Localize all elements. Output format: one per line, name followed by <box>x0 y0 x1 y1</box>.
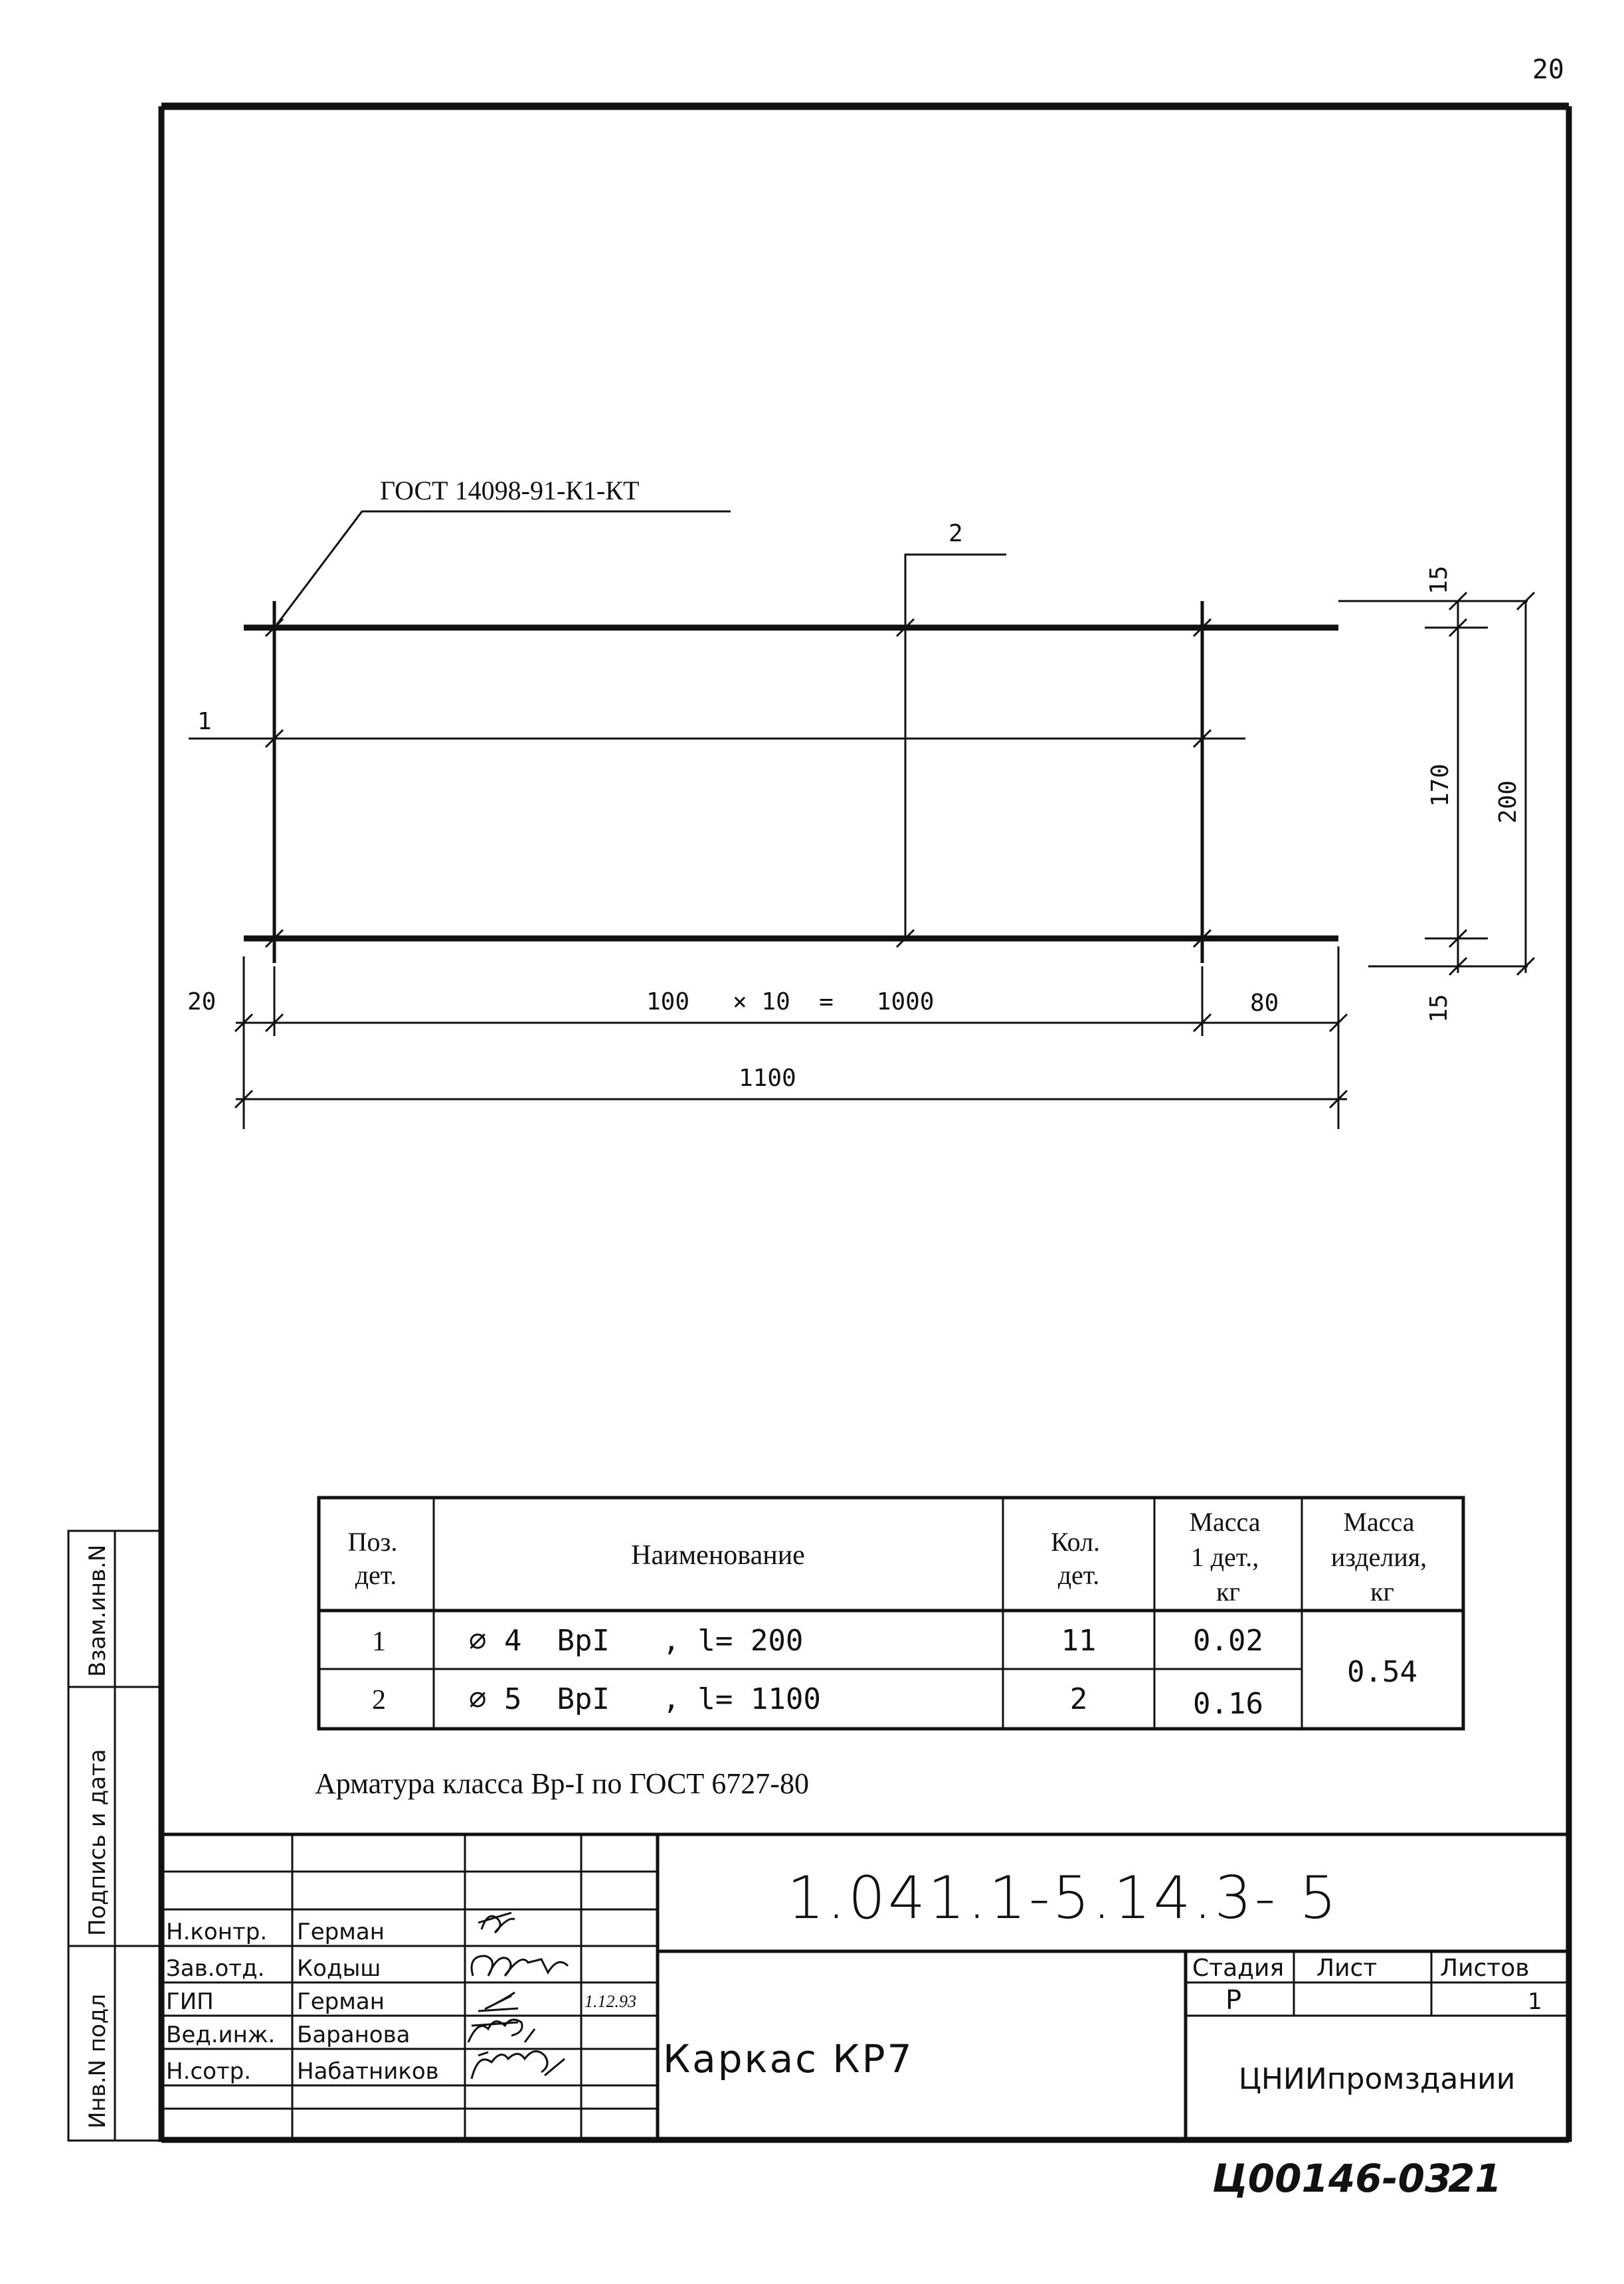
signer-role: Н.контр. <box>166 1919 268 1945</box>
dimension-top: 15 <box>1425 565 1453 594</box>
header-pos: Поз. дет. <box>347 1527 398 1590</box>
row-qty: 11 <box>1061 1624 1097 1658</box>
reinforcement-note: Арматура класса Вр-I по ГОСТ 6727-80 <box>315 1767 809 1800</box>
reinforcement-cage-drawing <box>187 476 1534 1129</box>
signer-role: Н.сотр. <box>166 2058 252 2085</box>
signer-row <box>166 1988 636 2015</box>
dimension-spacing: 100 × 10 = 1000 <box>646 988 935 1015</box>
signer-row <box>166 1919 385 1945</box>
position-1-callout: 1 <box>197 708 212 735</box>
signer-name: Баранова <box>297 2022 410 2048</box>
position-2-callout: 2 <box>948 520 963 547</box>
signer-date: 1.12.93 <box>585 1992 636 2011</box>
dimension-left: 20 <box>187 988 217 1015</box>
row-mass: 0.02 <box>1193 1624 1263 1658</box>
header-qty: Кол. дет. <box>1050 1527 1101 1590</box>
weld-callout: ГОСТ 14098-91-К1-КТ <box>380 476 640 505</box>
drawing-title: Каркас КР7 <box>663 2036 914 2081</box>
handwritten-signatures <box>468 1913 568 2079</box>
row-mass: 0.16 <box>1193 1687 1263 1721</box>
side-inv-original: Инв.N подл <box>84 1993 111 2129</box>
signer-role: ГИП <box>166 1988 214 2015</box>
header-name: Наименование <box>631 1540 805 1571</box>
specification-table <box>319 1498 1463 1729</box>
signer-row <box>166 2022 410 2048</box>
header-mass-one: Масса 1 дет., кг <box>1189 1507 1261 1607</box>
row-name: ⌀ 4 ВрI , l= 200 <box>469 1624 804 1658</box>
sheets-label: Листов <box>1440 1955 1530 1982</box>
signer-row <box>166 1955 381 1982</box>
row-qty: 2 <box>1069 1682 1088 1716</box>
sheet-frame <box>161 106 1569 2142</box>
stage-value: Р <box>1225 1985 1242 2016</box>
sheet-label: Лист <box>1316 1955 1378 1982</box>
signer-name: Герман <box>297 1919 385 1945</box>
dimension-right: 80 <box>1250 990 1279 1017</box>
signer-name: Кодыш <box>297 1955 381 1982</box>
dimension-height: 200 <box>1494 780 1522 824</box>
signer-name: Герман <box>297 1988 385 2015</box>
signer-name: Набатников <box>297 2058 439 2085</box>
row-pos: 1 <box>372 1626 386 1657</box>
organization-name: ЦНИИпромздании <box>1238 2062 1516 2096</box>
header-mass-total: Масса изделия, кг <box>1330 1507 1427 1607</box>
table-row <box>372 1624 1263 1658</box>
signer-role: Вед.инж. <box>166 2022 276 2048</box>
dimension-chain-horizontal <box>235 946 1347 1129</box>
archive-page: 21 <box>1448 2156 1502 2201</box>
archive-number: Ц00146-03 <box>1212 2156 1452 2201</box>
side-replacement-inv: Взам.инв.N <box>84 1544 111 1677</box>
row-pos: 2 <box>372 1685 386 1715</box>
title-block <box>161 1834 1569 2140</box>
row-name: ⌀ 5 ВрI , l= 1100 <box>469 1682 821 1716</box>
signer-row <box>166 2058 439 2085</box>
dimension-middle: 170 <box>1427 763 1454 807</box>
stage-label: Стадия <box>1192 1955 1285 1982</box>
dimension-bottom: 15 <box>1425 994 1453 1023</box>
side-stamp <box>68 1531 161 2141</box>
side-signature-date: Подпись и дата <box>84 1749 111 1936</box>
dimension-total: 1100 <box>739 1065 796 1092</box>
table-row <box>372 1682 1263 1721</box>
page-number: 20 <box>1532 54 1564 85</box>
total-mass: 0.54 <box>1347 1655 1417 1689</box>
sheets-value: 1 <box>1528 1988 1542 2015</box>
signer-role: Зав.отд. <box>166 1955 265 1982</box>
document-code: 1.041.1-5.14.3- 5 <box>787 1864 1340 1932</box>
